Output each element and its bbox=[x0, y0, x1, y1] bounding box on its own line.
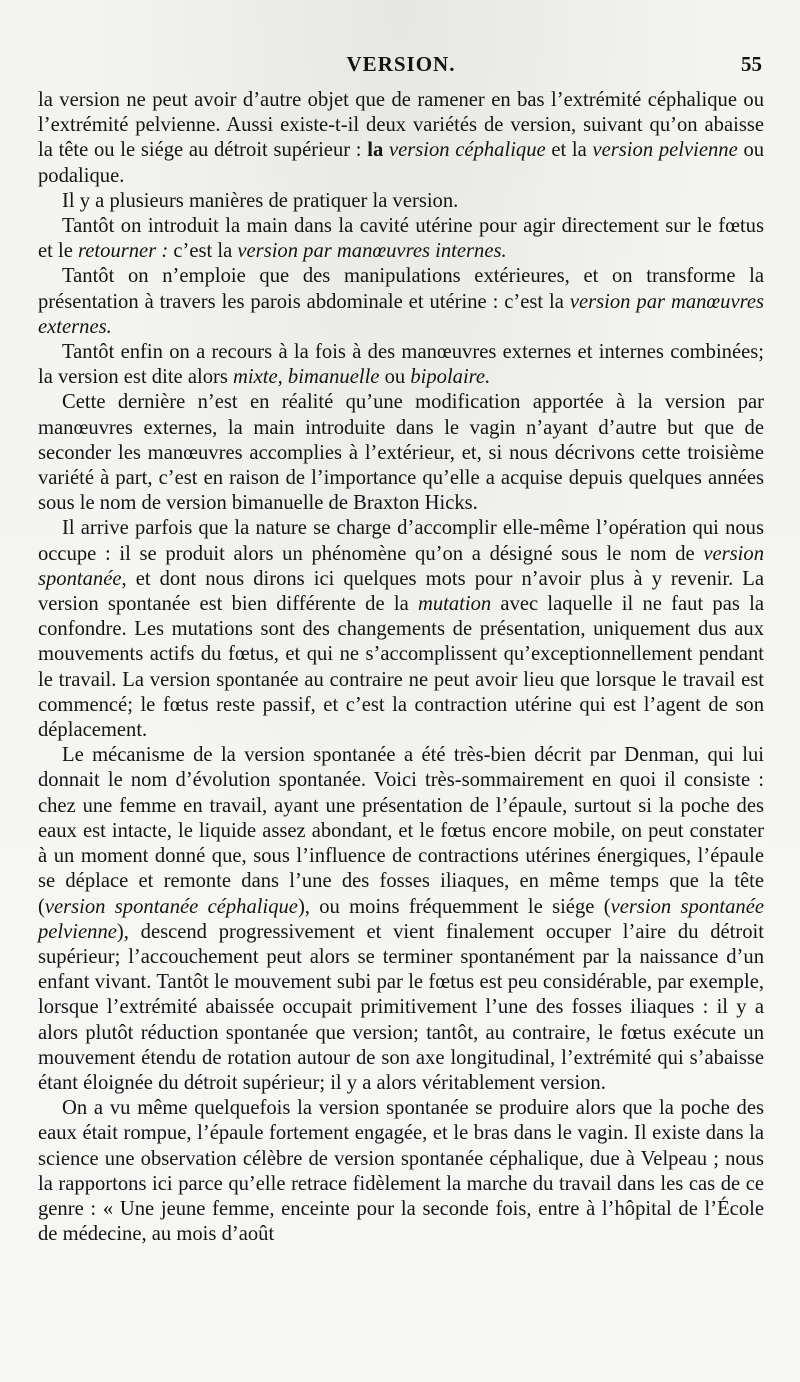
emphasized-term: mixte, bimanuelle bbox=[233, 366, 380, 389]
emphasized-term: mutation bbox=[417, 593, 492, 616]
paragraph bbox=[38, 340, 764, 390]
paragraph bbox=[38, 390, 764, 516]
emphasized-term: retourner : bbox=[78, 240, 169, 263]
text-run: ), ou moins fréquemment le siége ( bbox=[297, 895, 611, 918]
text-run: Tantôt on introduit la main dans la cavité utérine pour agir directement sur le fœtus et le bbox=[38, 215, 764, 263]
bold-text: la bbox=[367, 139, 389, 162]
emphasized-term: version spontanée céphalique bbox=[44, 895, 298, 918]
paragraph bbox=[38, 214, 764, 264]
paragraph bbox=[38, 264, 764, 340]
paragraph bbox=[38, 516, 764, 743]
text-run: Cette dernière n’est en réalité qu’une modification apportée à la version par manœuvres externes, la main introduite dans le vagin n’ayant d’autre but que de seconder les manœuvres accomplies à l’extérieur, et, si nous décrivons cette troisième variété à part, c’est en raison de l’importance qu’elle a acquise depuis quelques années sous le nom de version bimanuelle de Braxton Hicks. bbox=[38, 391, 764, 515]
paragraph bbox=[38, 1096, 764, 1247]
emphasized-term: version céphalique bbox=[388, 139, 546, 162]
body-text bbox=[38, 88, 764, 1247]
text-run: ou podalique. bbox=[38, 139, 765, 187]
text-run: On a vu même quelquefois la version spontanée se produire alors que la poche des eaux était rompue, l’épaule fortement engagée, et le bras dans le vagin. Il existe dans la science une observation célèbre de version spontanée céphalique, due à Velpeau ; nous la rapportons ici parce qu’elle retrace fidèlement la marche du travail dans les cas de ce genre : « Une jeune femme, enceinte pour la seconde fois, entre à l’hôpital de l’École de médecine, au mois d’août bbox=[38, 1097, 764, 1246]
emphasized-term: version spontanée pelvienne bbox=[38, 895, 764, 943]
running-head bbox=[38, 52, 764, 82]
emphasized-term: version par manœuvres externes. bbox=[38, 290, 764, 338]
paragraph bbox=[38, 189, 764, 214]
text-run: c’est la bbox=[168, 240, 238, 263]
text-run: Le mécanisme de la version spontanée a été très-bien décrit par Denman, qui lui donnait le nom d’évolution spontanée. Voici très-sommairement en quoi il consiste : chez une femme en travail, ayant une présentation de l’épaule, surtout si la poche des eaux est intacte, le liquide assez abondant, et le fœtus encore mobile, on peut constater à un moment donné que, sous l’influence de contractions utérines énergiques, l’épaule se déplace et remonte dans l’une des fosses iliaques, en même temps que la tête ( bbox=[38, 744, 764, 918]
paragraph bbox=[38, 88, 764, 189]
text-run: Tantôt on n’emploie que des manipulations extérieures, et on transforme la présentation à travers les parois abdominale et utérine : c’est la bbox=[38, 265, 764, 313]
page-number: 55 bbox=[741, 52, 762, 76]
emphasized-term: version spontanée bbox=[38, 542, 764, 590]
paragraph bbox=[38, 743, 764, 1096]
text-run: avec laquelle il ne faut pas la confondre. Les mutations sont des changements de présentation, uniquement dus aux mouvements actifs du fœtus, et qui ne s’accomplissent qu’exceptionnellement pendant le travail. La version spontanée au contraire ne peut avoir lieu que lorsque le travail est commencé; le fœtus reste passif, et c’est la contraction utérine qui est l’agent de son déplacement. bbox=[38, 593, 764, 742]
text-run: Il arrive parfois que la nature se charge d’accomplir elle-même l’opération qui nous occupe : il se produit alors un phénomène qu’on a désigné sous le nom de bbox=[38, 517, 764, 565]
text-run: et la bbox=[545, 139, 593, 162]
emphasized-term: bipolaire. bbox=[410, 366, 491, 389]
text-run: ), descend progressivement et vient finalement occuper l’aire du détroit supérieur; l’accouchement peut alors se terminer spontanément par la naissance d’un enfant vivant. Tantôt le mouvement subi par le fœtus est peu considérable, par exemple, lorsque l’extrémité abaissée occupait primitivement l’une des fosses iliaques : il y a alors plutôt réduction spontanée que version; tantôt, au contraire, le fœtus exécute un mouvement étendu de rotation autour de son axe longitudinal, l’extrémité qui s’abaisse étant éloignée du détroit supérieur; il y a alors véritablement version. bbox=[38, 920, 764, 1094]
text-run: Tantôt enfin on a recours à la fois à des manœuvres externes et internes combinées; la version est dite alors bbox=[38, 341, 764, 389]
text-run: la version ne peut avoir d’autre objet que de ramener en bas l’extrémité céphalique ou l’extrémité pelvienne. Aussi existe-t-il deux variétés de version, suivant qu’on abaisse la tête ou le siége au détroit supérieur : bbox=[38, 89, 764, 162]
text-run: , et dont nous dirons ici quelques mots pour n’avoir plus à y revenir. La version spontanée est bien différente de la bbox=[38, 567, 764, 616]
emphasized-term: version par manœuvres internes. bbox=[237, 240, 507, 263]
text-run: ou bbox=[379, 366, 411, 389]
running-title: VERSION. bbox=[346, 52, 456, 76]
text-run: Il y a plusieurs manières de pratiquer la version. bbox=[62, 189, 459, 212]
emphasized-term: version pelvienne bbox=[592, 139, 738, 162]
